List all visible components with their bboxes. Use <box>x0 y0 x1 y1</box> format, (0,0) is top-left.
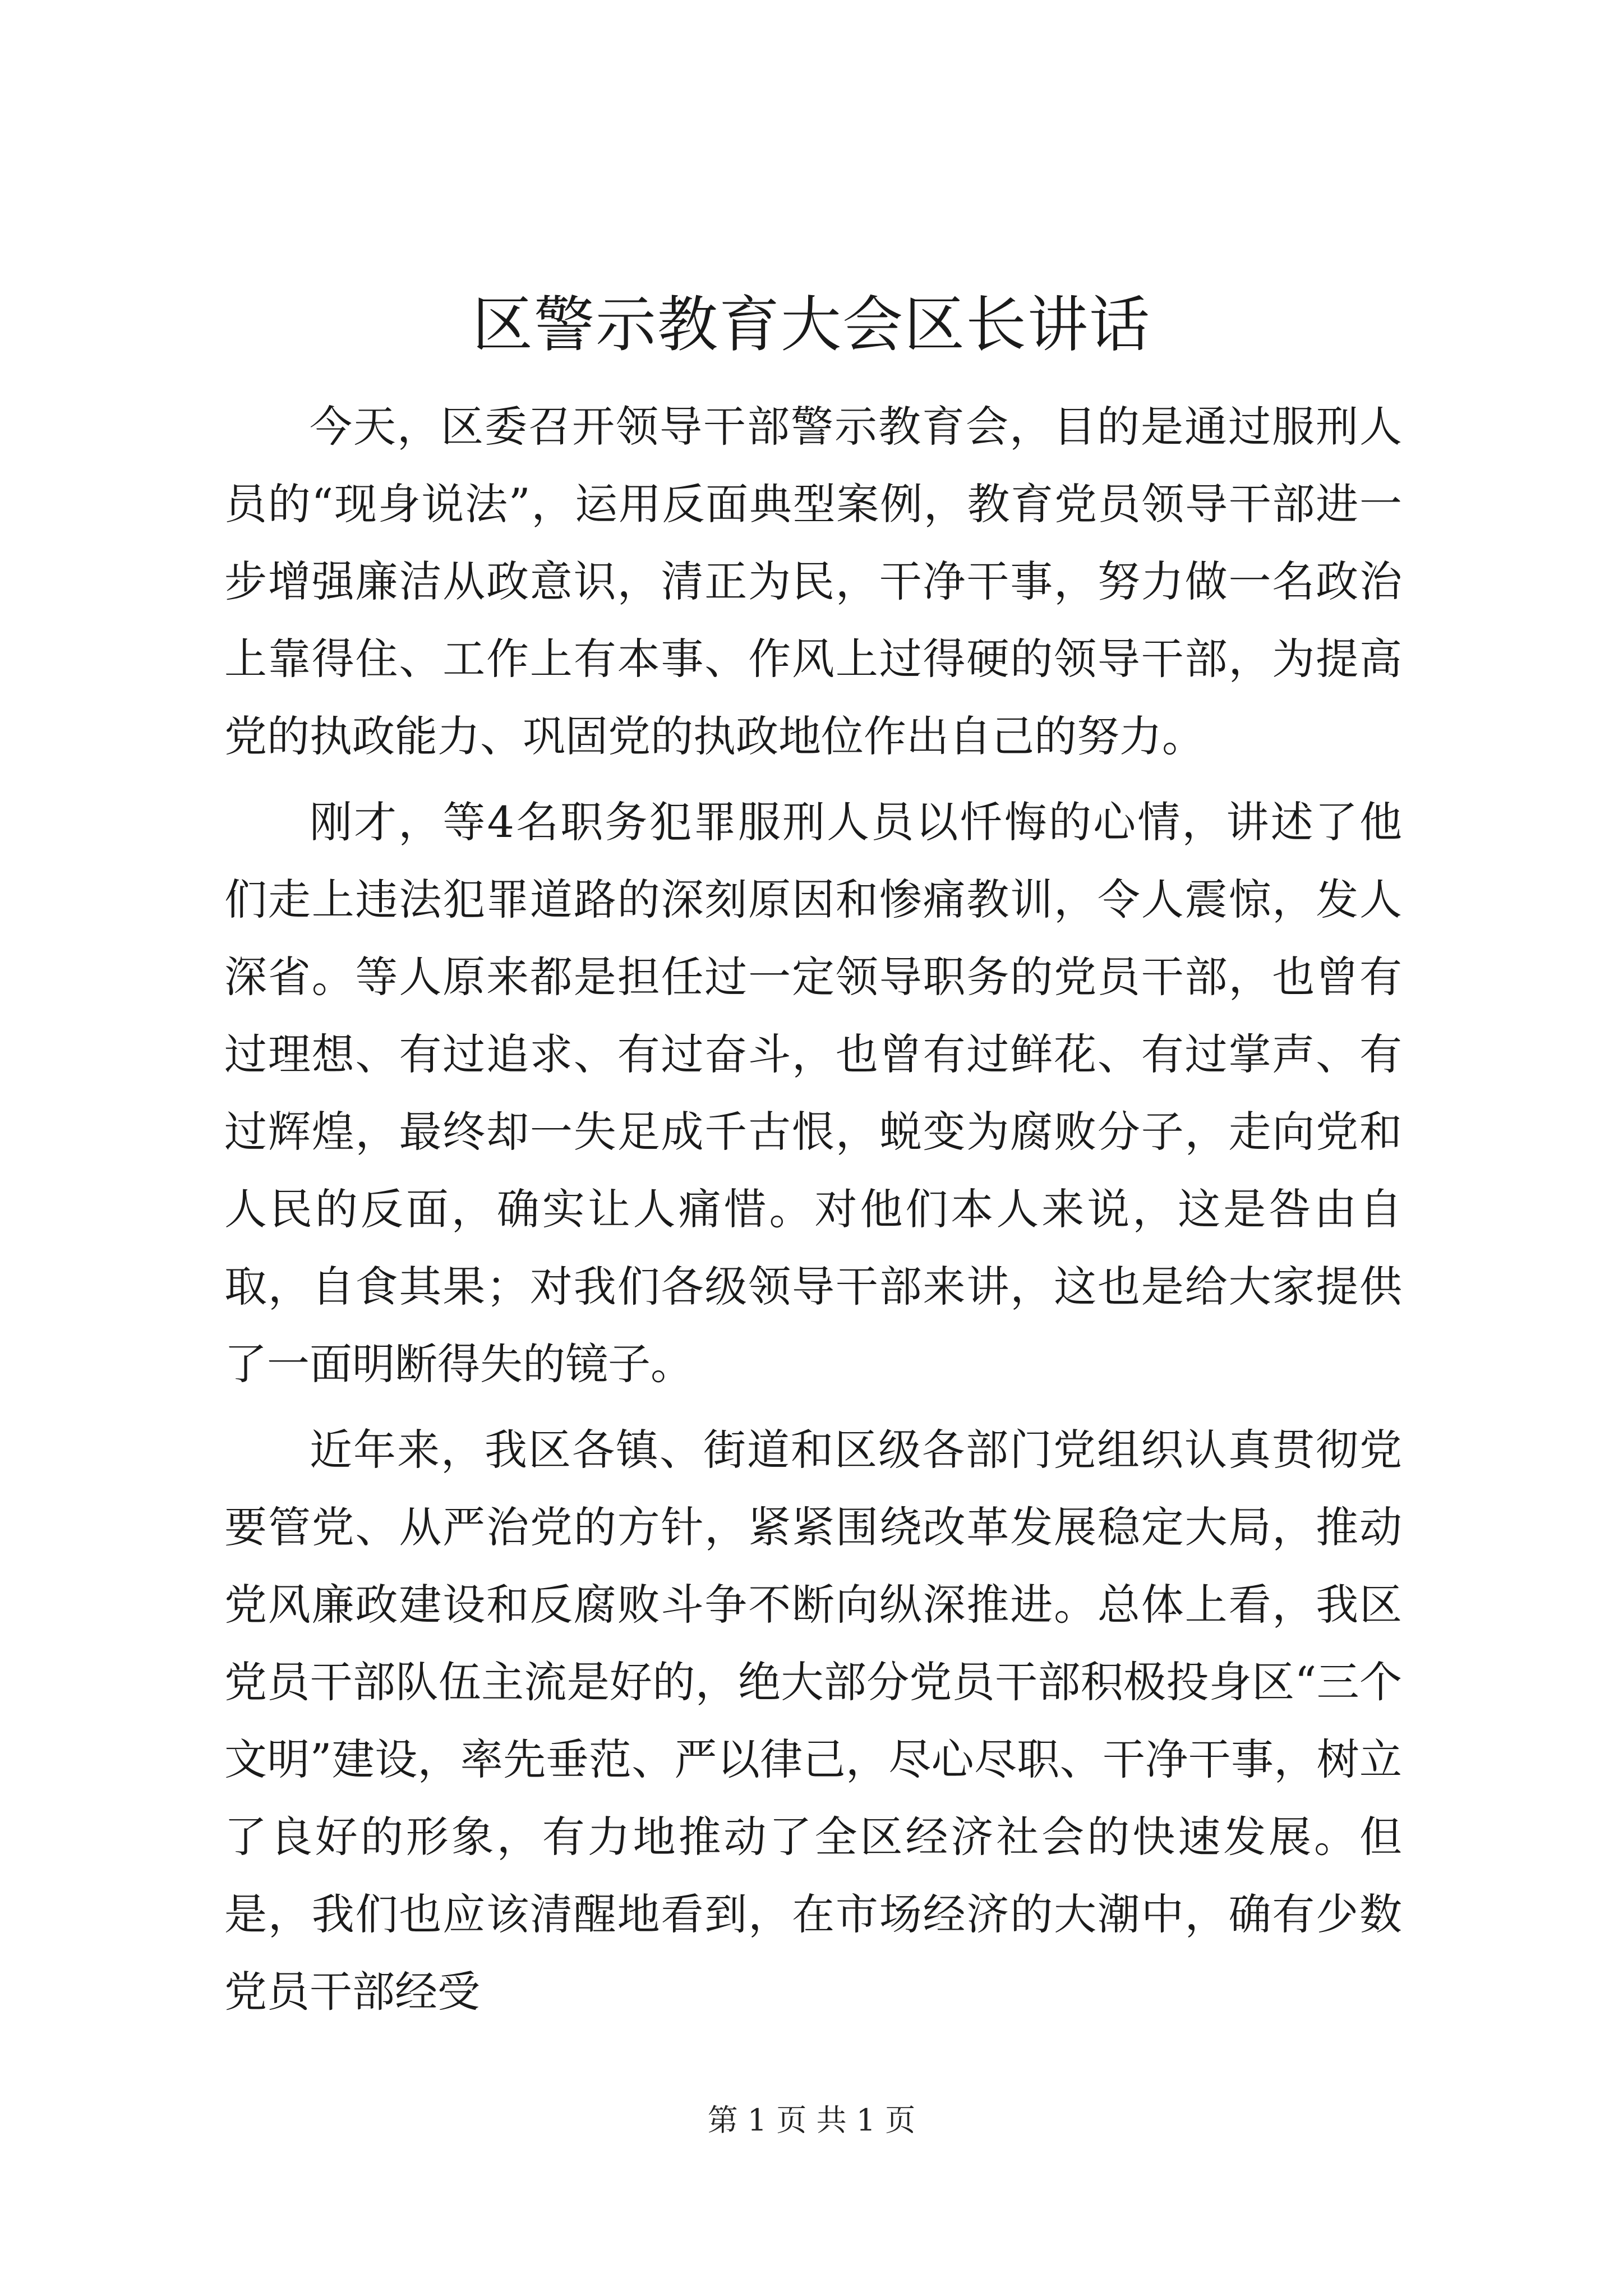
paragraph-1: 今天，区委召开领导干部警示教育会，目的是通过服刑人员的“现身说法”，运用反面典型案例，教育党员领导干部进一步增强廉洁从政意识，清正为民，干净干事，努力做一名政治上靠得住、工作上有本事、作风上过得硬的领导干部，为提高党的执政能力、巩固党的执政地位作出自己的努力。 <box>224 402 1402 761</box>
document-body <box>224 388 1402 2031</box>
paragraph-2: 刚才，等4名职务犯罪服刑人员以忏悔的心情，讲述了他们走上违法犯罪道路的深刻原因和惨痛教训，令人震惊，发人深省。等人原来都是担任过一定领导职务的党员干部，也曾有过理想、有过追求、有过奋斗，也曾有过鲜花、有过掌声、有过辉煌，最终却一失足成千古恨，蜕变为腐败分子，走向党和人民的反面，确实让人痛惜。对他们本人来说，这是咎由自取，自食其果；对我们各级领导干部来讲，这也是给大家提供了一面明断得失的镜子。 <box>224 797 1402 1389</box>
page-number-footer: 第 1 页 共 1 页 <box>707 2102 916 2138</box>
document-title: 区警示教育大会区长讲话 <box>472 290 1151 360</box>
paragraph-3: 近年来，我区各镇、街道和区级各部门党组织认真贯彻党要管党、从严治党的方针，紧紧围绕改革发展稳定大局，推动党风廉政建设和反腐败斗争不断向纵深推进。总体上看，我区党员干部队伍主流是好的，绝大部分党员干部积极投身区“三个文明”建设，率先垂范、严以律己，尽心尽职、干净干事，树立了良好的形象，有力地推动了全区经济社会的快速发展。但是，我们也应该清醒地看到，在市场经济的大潮中，确有少数党员干部经受 <box>224 1425 1402 2017</box>
